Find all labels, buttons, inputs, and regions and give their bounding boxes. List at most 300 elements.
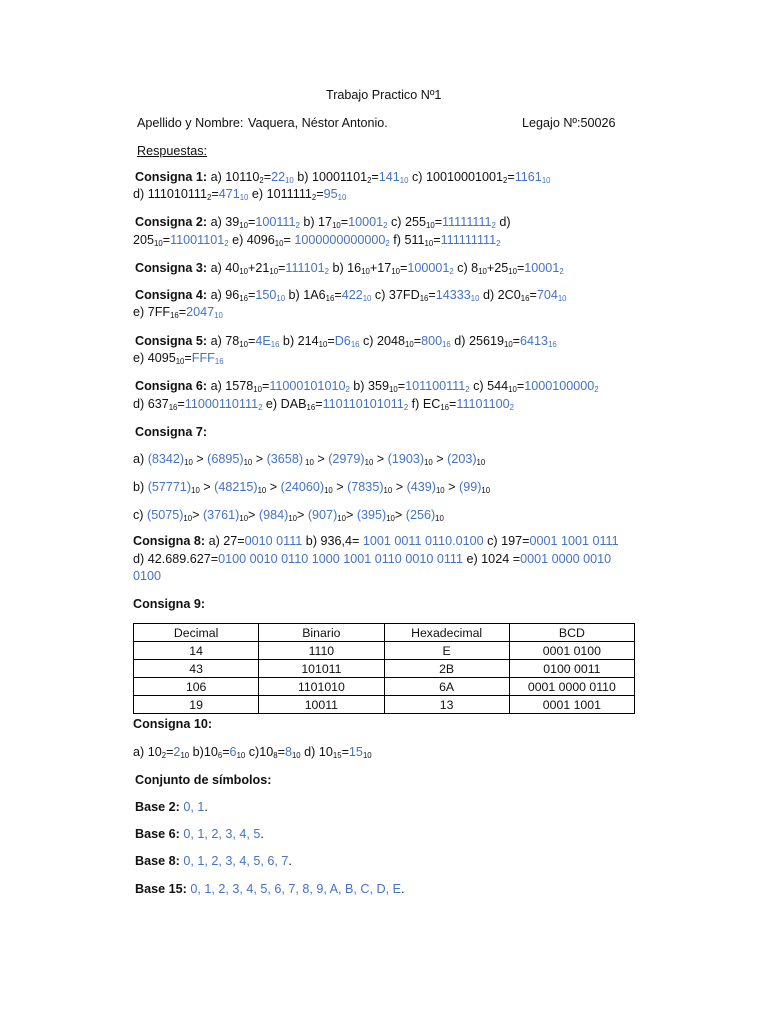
text-segment: = [184, 351, 192, 365]
text-segment: 6 [229, 745, 237, 759]
text-segment: e) 4095 [133, 351, 176, 365]
table-cell: 43 [134, 660, 259, 678]
subscript: 10 [503, 339, 513, 349]
text-segment: c) 37FD [371, 288, 420, 302]
text-segment: (439) [406, 480, 436, 494]
subscript: 10 [337, 513, 346, 523]
table-cell: 1110 [259, 642, 384, 660]
subscript: 10 [481, 485, 491, 495]
subscript: 2 [509, 402, 514, 412]
text-segment: > [266, 480, 281, 494]
subscript: 10 [239, 339, 248, 349]
line-consigna-5a [135, 334, 557, 348]
text-segment: > [373, 452, 388, 466]
subscript: 15 [332, 750, 342, 760]
text-segment: > [252, 452, 267, 466]
subscript: 10 [253, 384, 262, 394]
subscript: 10 [337, 192, 347, 202]
line-consigna-8c [133, 569, 161, 583]
subscript: 10 [405, 339, 414, 349]
text-segment: > [432, 452, 448, 466]
subscript: 10 [470, 293, 480, 303]
text-segment: > [199, 480, 215, 494]
subscript: 2 [324, 266, 329, 276]
table-row [134, 642, 635, 660]
line-consigna-7a [133, 452, 485, 466]
text-segment: 2047 [186, 305, 215, 319]
heading-consigna-7 [135, 425, 207, 439]
subscript: 2 [559, 266, 564, 276]
subscript: 10 [391, 266, 400, 276]
text-segment: 1001 0011 0110.0100 [362, 534, 484, 548]
text-segment: 704 [536, 288, 558, 302]
subscript: 2 [383, 220, 388, 230]
text-segment: (5075) [147, 508, 184, 522]
text-segment: > [332, 480, 348, 494]
subscript: 16 [168, 402, 178, 412]
subscript: 2 [403, 402, 409, 412]
line-consigna-5b [133, 351, 224, 365]
text-segment: 8 [284, 745, 292, 759]
text-segment: 11000101010 [269, 379, 346, 393]
text-segment: 0, 1, 2, 3, 4, 5, 6, 7, 8, 9, A, B, C, D, E [190, 882, 402, 896]
text-segment: a) 40 [210, 261, 240, 275]
name-value: Vaquera, Néstor Antonio. [248, 116, 388, 130]
subscript: 8 [273, 750, 278, 760]
subscript: 10 [291, 750, 301, 760]
table-cell: 1101010 [259, 678, 384, 696]
text-segment: e) DAB [262, 397, 307, 411]
text-segment: = [222, 745, 230, 759]
subscript: 2 [161, 750, 167, 760]
table-cell: 0100 0011 [509, 660, 634, 678]
respuestas-heading: Respuestas: [137, 144, 208, 158]
text-segment: Consigna 6: [135, 379, 211, 393]
subscript: 2 [259, 175, 264, 185]
text-segment: b) 359 [349, 379, 390, 393]
text-segment: > [345, 508, 357, 522]
subscript: 10 [332, 220, 341, 230]
text-segment: 100111 [255, 215, 296, 229]
subscript: 10 [478, 266, 487, 276]
subscript: 10 [180, 750, 190, 760]
text-segment: = [316, 187, 324, 201]
text-segment: (256) [405, 508, 436, 522]
subscript: 10 [399, 175, 409, 185]
subscript: 10 [318, 339, 328, 349]
subscript: 2 [465, 384, 470, 394]
text-segment: . [204, 800, 208, 814]
subscript: 2 [224, 238, 229, 248]
text-segment: FFF [191, 351, 215, 365]
subscript: 10 [239, 192, 249, 202]
text-segment: = [397, 379, 406, 393]
subscript: 10 [183, 513, 193, 523]
subscript: 16 [350, 339, 360, 349]
text-segment: Consigna 5: [135, 334, 211, 348]
subscript: 10 [303, 457, 314, 467]
table-cell: 2B [384, 660, 509, 678]
text-segment: Consigna 1: [135, 170, 211, 184]
text-segment: 101100111 [405, 379, 466, 393]
subscript: 10 [239, 513, 249, 523]
text-segment: 11001101 [170, 233, 225, 247]
text-segment: Base 6: [135, 827, 184, 841]
text-segment: = [178, 305, 187, 319]
text-segment: 0001 1001 0111 [529, 534, 619, 548]
subscript: 10 [424, 457, 433, 467]
text-segment: 0010 0111 [244, 534, 303, 548]
text-segment: (3761) [202, 508, 240, 522]
text-segment: 95 [323, 187, 338, 201]
text-segment: = [261, 379, 270, 393]
text-segment: = [277, 745, 285, 759]
text-segment: Consigna 9: [133, 597, 206, 611]
table-header-decimal: Decimal [134, 624, 259, 642]
subscript: 16 [170, 310, 179, 320]
text-segment: Base 2: [135, 800, 184, 814]
text-segment: . [288, 854, 292, 868]
text-segment: 1000100000 [524, 379, 595, 393]
text-segment: a) 96 [210, 288, 240, 302]
text-segment: 0001 0000 0010 [520, 552, 612, 566]
text-segment: Base 15: [135, 882, 191, 896]
subscript: 10 [557, 293, 567, 303]
text-segment: 4E [255, 334, 271, 348]
text-segment: b)10 [189, 745, 218, 759]
subscript: 10 [239, 220, 248, 230]
table-header-row [134, 624, 635, 642]
text-segment: = [162, 233, 171, 247]
text-segment: = [211, 187, 219, 201]
subscript: 10 [184, 457, 193, 467]
line-consigna-10 [133, 745, 372, 759]
subscript: 10 [361, 266, 370, 276]
text-segment: d) [495, 215, 511, 229]
text-segment: f) 511 [389, 233, 425, 247]
text-segment: b) 214 [279, 334, 319, 348]
text-segment: Consigna 3: [135, 261, 211, 275]
text-segment: 0100 [133, 569, 162, 583]
text-segment: f) EC [408, 397, 441, 411]
subscript: 2 [345, 384, 350, 394]
text-segment: a) 10110 [210, 170, 260, 184]
text-segment: (984) [258, 508, 289, 522]
subscript: 16 [306, 402, 316, 412]
text-segment: 0, 1, 2, 3, 4, 5, 6, 7 [183, 854, 289, 868]
line-consigna-4a [135, 288, 567, 302]
text-segment: = [327, 334, 335, 348]
text-segment: e) 4096 [228, 233, 275, 247]
text-segment: 471 [218, 187, 240, 201]
subscript: 10 [508, 384, 517, 394]
text-segment: +17 [369, 261, 392, 275]
text-segment: 150 [255, 288, 277, 302]
text-segment: 111101 [285, 261, 325, 275]
subscript: 10 [386, 513, 395, 523]
subscript: 2 [311, 192, 317, 202]
subscript: 2 [385, 238, 390, 248]
table-cell: 0001 0100 [509, 642, 634, 660]
subscript: 16 [548, 339, 557, 349]
text-segment: 15 [348, 745, 363, 759]
subscript: 10 [424, 238, 434, 248]
text-segment: d) 42.689.627= [133, 552, 219, 566]
subscript: 10 [214, 310, 223, 320]
text-segment: a) 27= [208, 534, 245, 548]
text-segment: (203) [447, 452, 477, 466]
text-segment: Conjunto de símbolos: [135, 773, 272, 787]
line-consigna-3 [135, 261, 564, 275]
text-segment: 2 [173, 745, 181, 759]
table-cell: 10011 [259, 696, 384, 714]
text-segment: a) 1578 [210, 379, 254, 393]
subscript: 10 [243, 457, 253, 467]
conversion-table [133, 623, 635, 714]
table-row [134, 660, 635, 678]
subscript: 10 [383, 485, 393, 495]
text-segment: = [529, 288, 537, 302]
text-segment: Base 8: [135, 854, 184, 868]
text-segment: (1903) [387, 452, 425, 466]
text-segment: > [444, 480, 460, 494]
line-consigna-8b [133, 552, 611, 566]
text-segment: 1000000000000 [294, 233, 386, 247]
subscript: 10 [476, 457, 486, 467]
text-segment: . [401, 882, 405, 896]
subscript: 2 [503, 175, 508, 185]
text-segment: d) 111010111 [133, 187, 207, 201]
text-segment: (395) [356, 508, 387, 522]
text-segment: c)10 [245, 745, 274, 759]
text-segment: a) [133, 452, 148, 466]
text-segment: (2979) [328, 452, 365, 466]
table-row [134, 696, 635, 714]
subscript: 2 [207, 192, 212, 202]
text-segment: Consigna 2: [135, 215, 211, 229]
subscript: 10 [389, 384, 398, 394]
subscript: 10 [541, 175, 551, 185]
text-segment: c) 197= [483, 534, 530, 548]
subscript: 10 [285, 175, 294, 185]
subscript: 10 [236, 750, 246, 760]
text-segment: d) 25619 [450, 334, 504, 348]
text-segment: 0, 1 [183, 800, 205, 814]
subscript: 16 [440, 402, 450, 412]
text-segment: c) [133, 508, 147, 522]
text-segment: > [297, 508, 308, 522]
text-segment: = [507, 170, 515, 184]
line-consigna-1b [133, 187, 346, 201]
text-segment: c) 10010001001 [408, 170, 504, 184]
heading-consigna-9 [133, 597, 205, 611]
text-segment: c) 2048 [359, 334, 406, 348]
line-consigna-6b [133, 397, 514, 411]
text-segment: . [260, 827, 264, 841]
text-segment: 110110101011 [322, 397, 404, 411]
subscript: 10 [362, 293, 372, 303]
subscript: 16 [325, 293, 335, 303]
line-base-2 [135, 800, 208, 814]
text-segment: = [433, 233, 441, 247]
heading-conjunto-simbolos [135, 773, 271, 787]
table-cell: 101011 [259, 660, 384, 678]
text-segment: b) 936,4= [302, 534, 363, 548]
subscript: 6 [217, 750, 223, 760]
text-segment: (3658) [266, 452, 304, 466]
text-segment: 422 [341, 288, 363, 302]
name-label: Apellido y Nombre: [137, 116, 244, 130]
subscript: 10 [508, 266, 517, 276]
subscript: 10 [154, 238, 163, 248]
subscript: 2 [594, 384, 599, 394]
subscript: 16 [214, 356, 224, 366]
table-header-bcd: BCD [509, 624, 634, 642]
text-segment: 111111111 [440, 233, 497, 247]
text-segment: c) 544 [469, 379, 509, 393]
legajo: Legajo Nº:50026 [522, 116, 616, 130]
table-cell: 6A [384, 678, 509, 696]
subscript: 2 [295, 220, 300, 230]
text-segment: b) [133, 480, 148, 494]
text-segment: 14333 [435, 288, 471, 302]
text-segment: = [166, 745, 174, 759]
text-segment: 11101100 [456, 397, 510, 411]
subscript: 10 [288, 513, 297, 523]
text-segment: c) 255 [387, 215, 426, 229]
subscript: 2 [496, 238, 501, 248]
text-segment: Consigna 7: [135, 425, 208, 439]
text-segment: e) 1024 = [462, 552, 521, 566]
text-segment: > [394, 508, 406, 522]
text-segment: = [263, 170, 272, 184]
table-cell: 14 [134, 642, 259, 660]
line-consigna-6a [135, 379, 599, 393]
table-cell: 106 [134, 678, 259, 696]
text-segment: b) 17 [299, 215, 333, 229]
subscript: 10 [175, 356, 185, 366]
subscript: 2 [491, 220, 496, 230]
text-segment: 1161 [514, 170, 542, 184]
text-segment: = [516, 261, 525, 275]
table-header-binario: Binario [259, 624, 384, 642]
text-segment: (99) [459, 480, 482, 494]
line-consigna-2b [133, 233, 500, 247]
subscript: 2 [449, 266, 454, 276]
table-cell: E [384, 642, 509, 660]
text-segment: e) 7FF [133, 305, 171, 319]
text-segment: (907) [307, 508, 338, 522]
text-segment: (57771) [147, 480, 192, 494]
text-segment: b) 16 [328, 261, 362, 275]
text-segment: b) 10001101 [293, 170, 368, 184]
text-segment: 205 [133, 233, 155, 247]
text-segment: 0100 0010 0110 1000 1001 0110 0010 0111 [218, 552, 463, 566]
subscript: 10 [426, 220, 435, 230]
text-segment: = [334, 288, 342, 302]
heading-consigna-10 [133, 717, 212, 731]
text-segment: = [247, 215, 256, 229]
text-segment: +21 [247, 261, 270, 275]
subscript: 2 [367, 175, 372, 185]
text-segment: = [449, 397, 457, 411]
table-row [134, 678, 635, 696]
text-segment: = [413, 334, 422, 348]
text-segment: 22 [271, 170, 286, 184]
text-segment: d) 2C0 [479, 288, 521, 302]
text-segment: d) 10 [300, 745, 333, 759]
text-segment: D6 [334, 334, 351, 348]
text-segment: 10001 [524, 261, 560, 275]
line-consigna-2a [135, 215, 511, 229]
text-segment: Consigna 4: [135, 288, 211, 302]
text-segment: = [341, 745, 349, 759]
text-segment: = [177, 397, 185, 411]
line-consigna-7c [133, 508, 444, 522]
subscript: 16 [419, 293, 429, 303]
text-segment: = [340, 215, 349, 229]
text-segment: (8342) [147, 452, 185, 466]
text-segment: 11111111 [442, 215, 492, 229]
subscript: 10 [274, 238, 284, 248]
table-header-hexadecimal: Hexadecimal [384, 624, 509, 642]
subscript: 10 [276, 293, 286, 303]
line-consigna-1a [135, 170, 551, 184]
text-segment: a) 10 [133, 745, 162, 759]
subscript: 10 [362, 750, 372, 760]
text-segment: (6895) [207, 452, 244, 466]
subscript: 10 [239, 266, 248, 276]
line-base-6 [135, 827, 264, 841]
subscript: 10 [435, 513, 444, 523]
text-segment: 800 [421, 334, 443, 348]
text-segment: = [434, 215, 443, 229]
text-segment: = [315, 397, 323, 411]
subscript: 16 [520, 293, 530, 303]
table-cell: 0001 1001 [509, 696, 634, 714]
subscript: 16 [442, 339, 451, 349]
text-segment: = [399, 261, 408, 275]
text-segment: (24060) [280, 480, 325, 494]
text-segment: a) 39 [210, 215, 240, 229]
text-segment: Consigna 10: [133, 717, 213, 731]
line-consigna-4b [133, 305, 223, 319]
line-consigna-7b [133, 480, 490, 494]
text-segment: 10001 [348, 215, 384, 229]
text-segment: e) 1011111 [248, 187, 312, 201]
text-segment: c) 8 [453, 261, 479, 275]
text-segment: a) 78 [210, 334, 240, 348]
subscript: 2 [258, 402, 263, 412]
text-segment: = [278, 261, 286, 275]
subscript: 10 [435, 485, 445, 495]
text-segment: d) 637 [133, 397, 169, 411]
text-segment: > [248, 508, 259, 522]
text-segment: b) 1A6 [285, 288, 326, 302]
table-cell: 0001 0000 0110 [509, 678, 634, 696]
line-consigna-8a [133, 534, 619, 548]
subscript: 10 [269, 266, 279, 276]
subscript: 16 [270, 339, 280, 349]
text-segment: (7835) [347, 480, 384, 494]
text-segment: 100001 [407, 261, 450, 275]
subscript: 10 [324, 485, 333, 495]
text-segment: 11000110111 [184, 397, 259, 411]
text-segment: +25 [486, 261, 509, 275]
text-segment: = [283, 233, 295, 247]
text-segment: = [428, 288, 436, 302]
table-cell: 19 [134, 696, 259, 714]
